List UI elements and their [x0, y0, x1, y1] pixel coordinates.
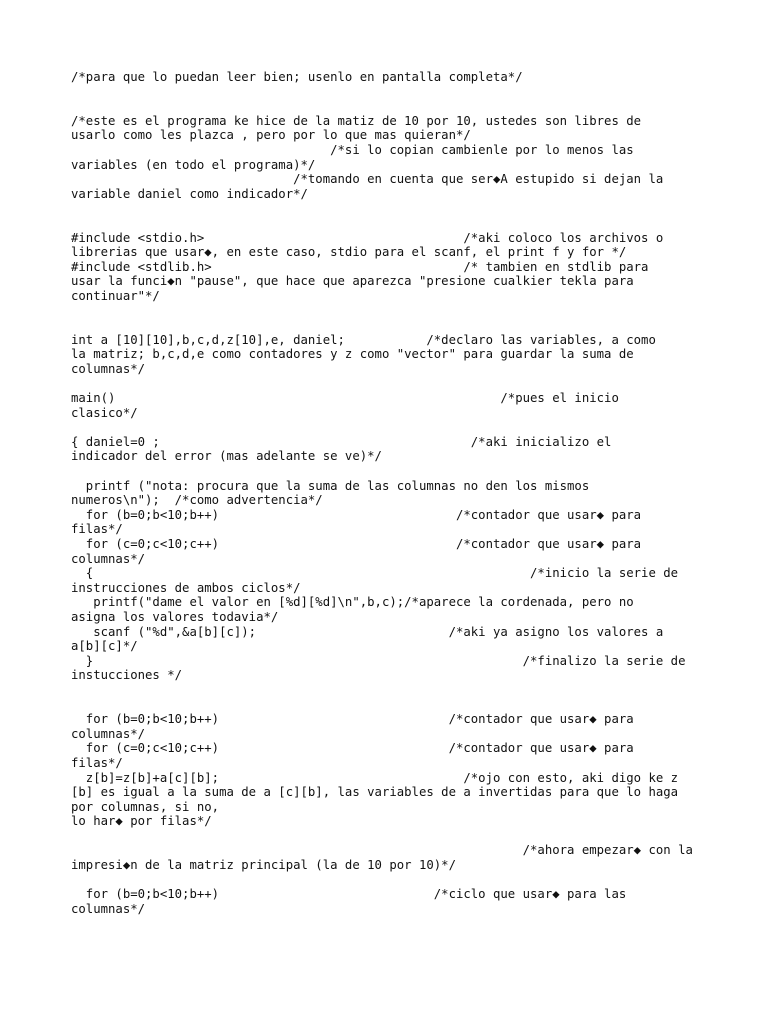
code-line: a[b][c]*/: [71, 639, 138, 654]
code-line: librerias que usar◆, en este caso, stdio para el scanf, el print f y for */: [71, 245, 627, 260]
code-line: columnas*/: [71, 551, 146, 566]
code-line: for (b=0;b<10;b++) /*contador que usar◆ para: [71, 507, 642, 522]
code-line: z[b]=z[b]+a[c][b]; /*ojo con esto, aki digo ke z: [71, 770, 679, 785]
code-line: [71, 464, 701, 479]
code-line: numeros\n"); /*como advertencia*/: [71, 493, 323, 508]
code-line: instrucciones de ambos ciclos*/: [71, 580, 301, 595]
code-line: { daniel=0 ; /*aki inicializo el: [71, 434, 612, 449]
code-line: /*ahora empezar◆ con la: [71, 843, 693, 858]
code-line: [71, 318, 701, 333]
code-line: instucciones */: [71, 668, 183, 683]
code-line: { /*inicio la serie de: [71, 566, 679, 581]
code-line: [71, 698, 701, 713]
code-line: /*si lo copian cambienle por lo menos las: [71, 142, 634, 157]
code-line: asigna los valores todavia*/: [71, 609, 279, 624]
code-line: for (c=0;c<10;c++) /*contador que usar◆ para: [71, 537, 642, 551]
code-document: [71, 70, 701, 916]
code-line: } /*finalizo la serie de: [71, 653, 686, 668]
code-line: impresi◆n de la matriz principal (la de 10 por 10)*/: [71, 858, 456, 873]
code-line: [b] es igual a la suma de a [c][b], las variables de a invertidas para que lo haga: [71, 785, 679, 800]
code-line: for (b=0;b<10;b++) /*contador que usar◆ para: [71, 712, 634, 727]
code-line: #include <stdio.h> /*aki coloco los archivos o: [71, 230, 664, 245]
code-line: filas*/: [71, 755, 123, 770]
code-line: columnas*/: [71, 361, 146, 376]
code-line: int a [10][10],b,c,d,z[10],e, daniel; /*declaro las variables, a como: [71, 332, 656, 347]
code-line: for (c=0;c<10;c++) /*contador que usar◆ para: [71, 741, 634, 756]
code-line: variable daniel como indicador*/: [71, 186, 308, 201]
code-line: usar la funci◆n "pause", que hace que aparezca "presione cualkier tekla para: [71, 274, 634, 289]
code-line: [71, 216, 701, 231]
code-line: usarlo como les plazca , pero por lo que mas quieran*/: [71, 128, 471, 143]
code-line: por columnas, si no,: [71, 799, 220, 814]
code-line: /*para que lo puedan leer bien; usenlo en pantalla completa*/: [71, 70, 523, 84]
code-line: continuar"*/: [71, 288, 160, 303]
code-line: for (b=0;b<10;b++) /*ciclo que usar◆ para las: [71, 887, 627, 902]
code-line: clasico*/: [71, 405, 138, 420]
code-line: lo har◆ por filas*/: [71, 814, 212, 829]
code-line: printf ("nota: procura que la suma de las columnas no den los mismos: [71, 478, 590, 493]
code-line: [71, 420, 701, 435]
code-line: [71, 376, 701, 391]
code-line: /*tomando en cuenta que ser◆A estupido si dejan la: [71, 172, 664, 187]
code-line: indicador del error (mas adelante se ve)*/: [71, 449, 382, 464]
code-line: /*este es el programa ke hice de la matiz de 10 por 10, ustedes son libres de: [71, 113, 642, 128]
code-line: [71, 873, 701, 888]
code-line: scanf ("%d",&a[b][c]); /*aki ya asigno los valores a: [71, 624, 664, 639]
code-line: [71, 683, 701, 698]
code-line: columnas*/: [71, 726, 146, 741]
code-line: [71, 304, 701, 319]
code-line: variables (en todo el programa)*/: [71, 157, 316, 172]
code-line: printf("dame el valor en [%d][%d]\n",b,c);/*aparece la cordenada, pero no: [71, 595, 634, 610]
code-line: filas*/: [71, 522, 123, 537]
code-line: [71, 99, 701, 114]
code-line: la matriz; b,c,d,e como contadores y z como "vector" para guardar la suma de: [71, 347, 634, 362]
code-line: [71, 201, 701, 216]
code-line: [71, 829, 701, 844]
code-line: [71, 85, 701, 100]
code-line: #include <stdlib.h> /* tambien en stdlib para: [71, 259, 649, 274]
code-line: main() /*pues el inicio: [71, 391, 619, 406]
code-line: columnas*/: [71, 901, 146, 916]
